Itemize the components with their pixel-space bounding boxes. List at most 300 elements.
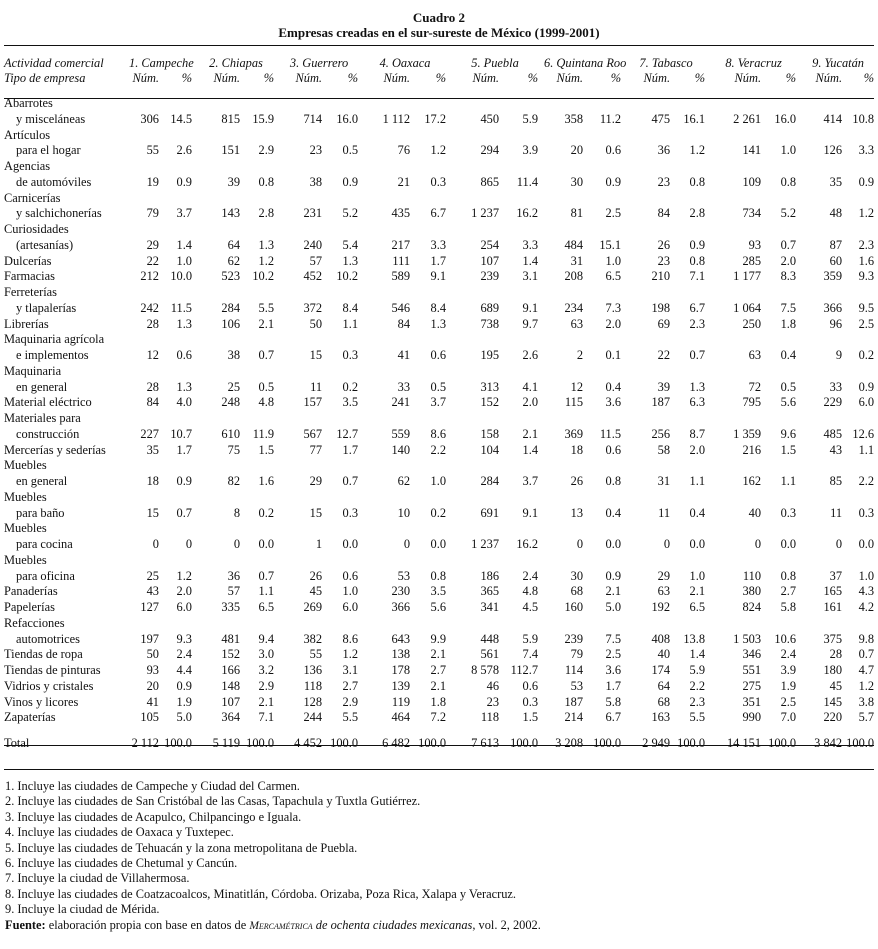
cell-num: 127 <box>140 600 159 614</box>
cell-num: 11 <box>658 505 671 520</box>
cell-num: 53 <box>570 678 584 693</box>
source-publication: Mercamétrica <box>249 919 313 932</box>
spacer-row <box>4 86 874 96</box>
cell-num: 734 <box>742 206 762 221</box>
cell-pct: 1.3 <box>689 379 706 394</box>
header-state: 9. Yucatán <box>812 56 864 70</box>
cell-num: 464 <box>391 710 411 725</box>
cell-pct: 6.5 <box>689 600 706 614</box>
table-row-label <box>4 521 874 537</box>
cell-num: 152 <box>480 395 500 410</box>
cell-pct: 0.6 <box>605 143 622 158</box>
cell-pct: 5.6 <box>780 395 797 410</box>
cell-num: 39 <box>657 379 671 394</box>
cell-num: 48 <box>829 206 843 221</box>
row-category: Materiales para <box>4 411 81 425</box>
cell-num: 79 <box>146 206 159 221</box>
cell-num: 53 <box>397 568 411 583</box>
cell-num: 275 <box>742 678 762 693</box>
cell-pct: 1.7 <box>605 678 622 693</box>
cell-num: 284 <box>221 300 241 315</box>
total-num: 14 151 <box>726 736 762 750</box>
cell-num: 33 <box>397 379 411 394</box>
cell-num: 250 <box>742 316 762 331</box>
cell-num: 96 <box>829 316 843 331</box>
cell-pct: 0.6 <box>342 568 359 583</box>
cell-num: 11 <box>830 505 843 520</box>
cell-pct: 3.7 <box>430 395 447 410</box>
header-num: Núm. <box>734 71 762 85</box>
cell-num: 166 <box>221 663 241 677</box>
cell-pct: 5.5 <box>342 710 359 725</box>
cell-pct: 0.5 <box>780 379 797 394</box>
cell-num: 1 237 <box>471 537 500 551</box>
cell-pct: 1.1 <box>689 474 706 488</box>
cell-pct: 1.3 <box>430 316 447 331</box>
cell-num: 41 <box>397 348 411 362</box>
cell-pct: 1.2 <box>858 678 875 693</box>
total-bottom-rule <box>4 769 874 770</box>
cell-pct: 16.2 <box>516 537 539 551</box>
cell-pct: 6.0 <box>176 600 193 614</box>
cell-num: 63 <box>748 348 762 362</box>
cell-num: 29 <box>657 568 671 583</box>
cell-pct: 7.4 <box>522 647 539 662</box>
cell-pct: 1.4 <box>176 237 193 252</box>
header-type: Tipo de empresa <box>4 71 86 85</box>
row-label: Mercerías y sederías <box>4 442 106 457</box>
cell-pct: 16.1 <box>683 111 706 126</box>
table-row <box>4 584 874 600</box>
cell-num: 306 <box>140 111 159 126</box>
cell-pct: 1.6 <box>858 253 875 268</box>
table-row-label <box>4 96 874 112</box>
row-label: Material eléctrico <box>4 395 92 410</box>
table-row <box>4 443 874 459</box>
table-row <box>4 474 874 490</box>
cell-num: 50 <box>146 647 159 662</box>
cell-pct: 1.9 <box>780 678 797 693</box>
cell-pct: 1.0 <box>342 584 359 599</box>
cell-num: 107 <box>221 694 241 709</box>
cell-num: 450 <box>480 111 500 126</box>
cell-pct: 6.0 <box>342 600 359 614</box>
header-state: 2. Chiapas <box>209 56 263 70</box>
cell-num: 452 <box>303 269 323 284</box>
cell-num: 738 <box>480 316 500 331</box>
cell-num: 37 <box>829 568 843 583</box>
cell-pct: 0.4 <box>689 505 706 520</box>
header-state: 8. Veracruz <box>725 56 782 70</box>
cell-num: 485 <box>823 426 843 441</box>
cell-pct: 0 <box>185 537 193 551</box>
table-row <box>4 427 874 443</box>
cell-pct: 16.0 <box>774 111 797 126</box>
cell-pct: 3.5 <box>342 395 359 410</box>
cell-num: 241 <box>391 395 411 410</box>
cell-pct: 9.1 <box>430 269 447 284</box>
cell-pct: 9.8 <box>858 631 875 646</box>
cell-num: 1 <box>315 537 323 551</box>
cell-num: 40 <box>657 647 671 662</box>
header-row-states <box>4 46 874 71</box>
cell-num: 145 <box>823 694 843 709</box>
total-num: 2 949 <box>642 736 671 750</box>
cell-num: 25 <box>227 379 241 394</box>
cell-pct: 6.5 <box>605 269 622 284</box>
table-row <box>4 317 874 333</box>
table-row-label <box>4 159 874 175</box>
cell-num: 85 <box>829 474 843 488</box>
cell-pct: 2.1 <box>430 678 447 693</box>
cell-num: 12 <box>146 348 159 362</box>
cell-pct: 0.5 <box>258 379 275 394</box>
header-pct: % <box>863 71 875 85</box>
source-text: elaboración propia con base en datos de <box>48 917 247 932</box>
cell-num: 365 <box>480 584 500 599</box>
cell-pct: 2.8 <box>689 206 706 221</box>
cell-num: 138 <box>391 647 411 662</box>
footnote: 8. Incluye las ciudades de Coatzacoalcos, Minatitlán, Córdoba. Orizaba, Poza Rica, Xalapa y Veracruz. <box>5 886 517 901</box>
cell-num: 18 <box>146 474 159 488</box>
footnote: 1. Incluye las ciudades de Campeche y Ciudad del Carmen. <box>5 779 300 793</box>
cell-num: 43 <box>829 442 843 457</box>
cell-pct: 6.0 <box>858 395 875 410</box>
table-row <box>4 254 874 270</box>
cell-num: 64 <box>657 678 671 693</box>
cell-pct: 6.7 <box>430 206 447 221</box>
cell-num: 380 <box>742 584 762 599</box>
total-num: 3 842 <box>814 736 843 750</box>
cell-num: 118 <box>303 678 323 693</box>
cell-pct: 1.5 <box>522 710 539 725</box>
total-pct: 100.0 <box>510 736 539 750</box>
cell-num: 57 <box>309 253 323 268</box>
cell-num: 313 <box>480 379 500 394</box>
cell-pct: 11.9 <box>252 426 275 441</box>
row-label: y misceláneas <box>16 111 86 126</box>
table-row <box>4 569 874 585</box>
cell-pct: 1.8 <box>780 316 797 331</box>
total-pct: 100.0 <box>846 736 875 750</box>
cell-pct: 0.8 <box>689 253 706 268</box>
cell-pct: 3.0 <box>258 647 275 662</box>
cell-pct: 11.4 <box>516 174 539 189</box>
cell-num: 62 <box>227 253 241 268</box>
cell-pct: 4.5 <box>522 600 539 614</box>
table-row <box>4 380 874 396</box>
row-label: para oficina <box>16 568 75 583</box>
cell-pct: 10.2 <box>252 269 275 284</box>
cell-num: 795 <box>742 395 762 410</box>
cell-pct: 1.7 <box>176 442 193 457</box>
cell-pct: 2.3 <box>689 316 706 331</box>
row-label: Librerías <box>4 316 49 331</box>
cell-pct: 2.6 <box>176 143 193 158</box>
cell-pct: 0.6 <box>522 678 539 693</box>
cell-num: 55 <box>309 647 323 662</box>
cell-num: 45 <box>309 584 323 599</box>
cell-num: 68 <box>657 694 671 709</box>
cell-num: 1 359 <box>733 426 762 441</box>
table-row <box>4 112 874 128</box>
spacer-cell <box>4 726 874 736</box>
cell-pct: 0.3 <box>342 505 359 520</box>
cell-num: 75 <box>227 442 241 457</box>
cell-pct: 8.6 <box>342 631 359 646</box>
cell-pct: 1.9 <box>176 694 193 709</box>
cell-num: 229 <box>823 395 843 410</box>
cell-pct: 11.2 <box>599 111 622 126</box>
cell-pct: 6.7 <box>605 710 622 725</box>
cell-num: 87 <box>829 237 843 252</box>
cell-pct: 9.3 <box>176 631 193 646</box>
cell-num: 230 <box>391 584 411 599</box>
cell-num: 162 <box>742 474 762 488</box>
cell-pct: 2.0 <box>176 584 193 599</box>
cell-pct: 10.0 <box>170 269 193 284</box>
row-label: e implementos <box>16 348 89 362</box>
row-category: Muebles <box>4 521 47 536</box>
cell-pct: 0.9 <box>176 474 193 488</box>
cell-pct: 7.2 <box>430 710 447 725</box>
cell-num: 366 <box>823 300 843 315</box>
cell-pct: 15.1 <box>599 237 622 252</box>
cell-pct: 1.1 <box>780 474 797 488</box>
cell-pct: 5.6 <box>430 600 447 614</box>
cell-pct: 112.7 <box>510 663 539 677</box>
cell-pct: 1.1 <box>858 442 875 457</box>
cell-num: 8 <box>233 505 241 520</box>
cell-num: 186 <box>480 568 500 583</box>
cell-num: 187 <box>564 694 584 709</box>
cell-pct: 3.9 <box>780 663 797 677</box>
cell-num: 148 <box>221 678 241 693</box>
row-label: Vinos y licores <box>4 694 79 709</box>
cell-num: 136 <box>303 663 323 677</box>
row-category: Abarrotes <box>4 96 53 110</box>
cell-num: 195 <box>480 348 500 362</box>
cell-pct: 0.6 <box>605 442 622 457</box>
cell-pct: 0.2 <box>430 505 447 520</box>
cell-num: 143 <box>221 206 241 221</box>
cell-num: 141 <box>742 143 762 158</box>
header-pct: % <box>610 71 622 85</box>
cell-pct: 0.3 <box>522 694 539 709</box>
row-label: Papelerías <box>4 600 55 614</box>
cell-num: 28 <box>829 647 843 662</box>
cell-num: 30 <box>570 568 584 583</box>
cell-pct: 0.7 <box>780 237 797 252</box>
cell-num: 824 <box>742 600 762 614</box>
table-row <box>4 348 874 364</box>
cell-num: 38 <box>227 348 241 362</box>
header-activity: Actividad comercial <box>4 56 104 70</box>
cell-pct: 4.0 <box>176 395 193 410</box>
cell-pct: 0.8 <box>605 474 622 488</box>
cell-num: 139 <box>391 678 411 693</box>
cell-num: 214 <box>564 710 584 725</box>
cell-num: 26 <box>309 568 323 583</box>
cell-pct: 0.5 <box>430 379 447 394</box>
cell-num: 284 <box>480 474 500 488</box>
footnote: 9. Incluye la ciudad de Mérida. <box>5 902 160 917</box>
cell-num: 197 <box>140 631 159 646</box>
cell-pct: 5.8 <box>780 600 797 614</box>
cell-num: 23 <box>657 253 671 268</box>
table-row <box>4 632 874 648</box>
row-category: Carnicerías <box>4 190 61 205</box>
cell-pct: 6.5 <box>258 600 275 614</box>
cell-num: 22 <box>146 253 159 268</box>
row-label: Zapaterías <box>4 710 56 725</box>
cell-num: 643 <box>391 631 411 646</box>
row-label: Farmacias <box>4 269 55 284</box>
cell-pct: 3.1 <box>342 663 359 677</box>
cell-num: 19 <box>146 174 159 189</box>
cell-pct: 0.7 <box>858 647 875 662</box>
cell-num: 10 <box>397 505 411 520</box>
table-subtitle: Empresas creadas en el sur-sureste de México (1999-2001) <box>278 25 600 40</box>
cell-num: 239 <box>480 269 500 284</box>
table-row <box>4 506 874 522</box>
cell-pct: 8.4 <box>342 300 359 315</box>
cell-num: 13 <box>570 505 584 520</box>
footnote: 6. Incluye las ciudades de Chetumal y Cancún. <box>5 856 238 871</box>
cell-pct: 2.9 <box>342 694 359 709</box>
cell-num: 29 <box>309 474 323 488</box>
cell-pct: 9.6 <box>780 426 797 441</box>
cell-pct: 0.7 <box>689 348 706 362</box>
cell-pct: 2.0 <box>780 253 797 268</box>
table-row <box>4 710 874 726</box>
cell-num: 62 <box>397 474 411 488</box>
cell-num: 481 <box>221 631 241 646</box>
cell-pct: 11.5 <box>599 426 622 441</box>
cell-pct: 3.9 <box>522 143 539 158</box>
row-category: Refacciones <box>4 615 65 630</box>
cell-pct: 0.8 <box>430 568 447 583</box>
cell-num: 254 <box>480 237 500 252</box>
cell-pct: 0.7 <box>258 348 275 362</box>
cell-num: 31 <box>657 474 671 488</box>
cell-pct: 1.7 <box>430 253 447 268</box>
cell-pct: 7.3 <box>605 300 622 315</box>
cell-pct: 1.1 <box>258 584 275 599</box>
cell-pct: 3.3 <box>522 237 539 252</box>
cell-num: 435 <box>391 206 411 221</box>
cell-num: 248 <box>221 395 241 410</box>
cell-pct: 2.1 <box>522 426 539 441</box>
cell-pct: 16.2 <box>516 206 539 221</box>
cell-num: 93 <box>748 237 762 252</box>
cell-pct: 2.7 <box>430 663 447 677</box>
cell-pct: 9.3 <box>858 269 875 284</box>
cell-num: 9 <box>835 348 843 362</box>
row-category: Artículos <box>4 127 51 142</box>
row-category: Muebles <box>4 458 47 473</box>
cell-pct: 9.1 <box>522 300 539 315</box>
cell-pct: 0.0 <box>258 537 275 551</box>
row-label: en general <box>16 474 68 488</box>
cell-num: 0 <box>403 537 411 551</box>
cell-pct: 1.0 <box>689 568 706 583</box>
cell-pct: 3.3 <box>430 237 447 252</box>
cell-pct: 1.5 <box>780 442 797 457</box>
cell-pct: 4.4 <box>176 663 193 677</box>
cell-num: 212 <box>140 269 159 284</box>
cell-pct: 8.6 <box>430 426 447 441</box>
cell-pct: 2.1 <box>689 584 706 599</box>
cell-num: 714 <box>303 111 323 126</box>
header-num: Núm. <box>472 71 500 85</box>
cell-num: 610 <box>221 426 241 441</box>
cell-pct: 2.5 <box>605 206 622 221</box>
cell-pct: 0.0 <box>430 537 447 551</box>
cell-num: 234 <box>564 300 584 315</box>
cell-num: 128 <box>303 694 323 709</box>
cell-pct: 1.0 <box>430 474 447 488</box>
table-row <box>4 238 874 254</box>
cell-pct: 0.6 <box>176 348 193 362</box>
cell-pct: 0.3 <box>430 174 447 189</box>
cell-pct: 12.7 <box>336 426 359 441</box>
cell-num: 63 <box>657 584 671 599</box>
cell-pct: 1.8 <box>430 694 447 709</box>
row-label: Tiendas de ropa <box>4 647 83 662</box>
header-state: 5. Puebla <box>471 56 519 70</box>
cell-pct: 0.5 <box>342 143 359 158</box>
cell-num: 269 <box>303 600 323 614</box>
cell-num: 559 <box>391 426 411 441</box>
table-row <box>4 537 874 553</box>
cell-num: 79 <box>570 647 584 662</box>
row-category: Ferreterías <box>4 285 57 299</box>
cell-pct: 2.5 <box>858 316 875 331</box>
cell-pct: 7.5 <box>605 631 622 646</box>
cell-num: 382 <box>303 631 323 646</box>
cell-pct: 3.1 <box>522 269 539 284</box>
total-num: 2 112 <box>131 736 159 750</box>
cell-num: 15 <box>309 505 323 520</box>
cell-num: 239 <box>564 631 584 646</box>
cell-pct: 9.7 <box>522 316 539 331</box>
cell-pct: 2.2 <box>689 678 706 693</box>
cell-pct: 1.4 <box>522 253 539 268</box>
cell-num: 484 <box>564 237 584 252</box>
cell-num: 104 <box>480 442 500 457</box>
cell-num: 115 <box>564 395 584 410</box>
cell-num: 372 <box>303 300 323 315</box>
cell-num: 119 <box>391 694 411 709</box>
header-num: Núm. <box>295 71 323 85</box>
table-row <box>4 269 874 285</box>
cell-pct: 0.9 <box>176 678 193 693</box>
table-row <box>4 679 874 695</box>
table-row <box>4 301 874 317</box>
cell-pct: 0.8 <box>780 568 797 583</box>
cell-num: 2 <box>576 348 584 362</box>
cell-pct: 5.5 <box>689 710 706 725</box>
cell-pct: 0.8 <box>780 174 797 189</box>
cell-pct: 6.3 <box>689 395 706 410</box>
cell-pct: 0.9 <box>858 379 875 394</box>
cell-num: 1 112 <box>382 111 411 126</box>
total-pct: 100.0 <box>418 736 447 750</box>
cell-num: 30 <box>570 174 584 189</box>
row-label: y salchichonerías <box>16 206 102 221</box>
cell-num: 40 <box>748 505 762 520</box>
